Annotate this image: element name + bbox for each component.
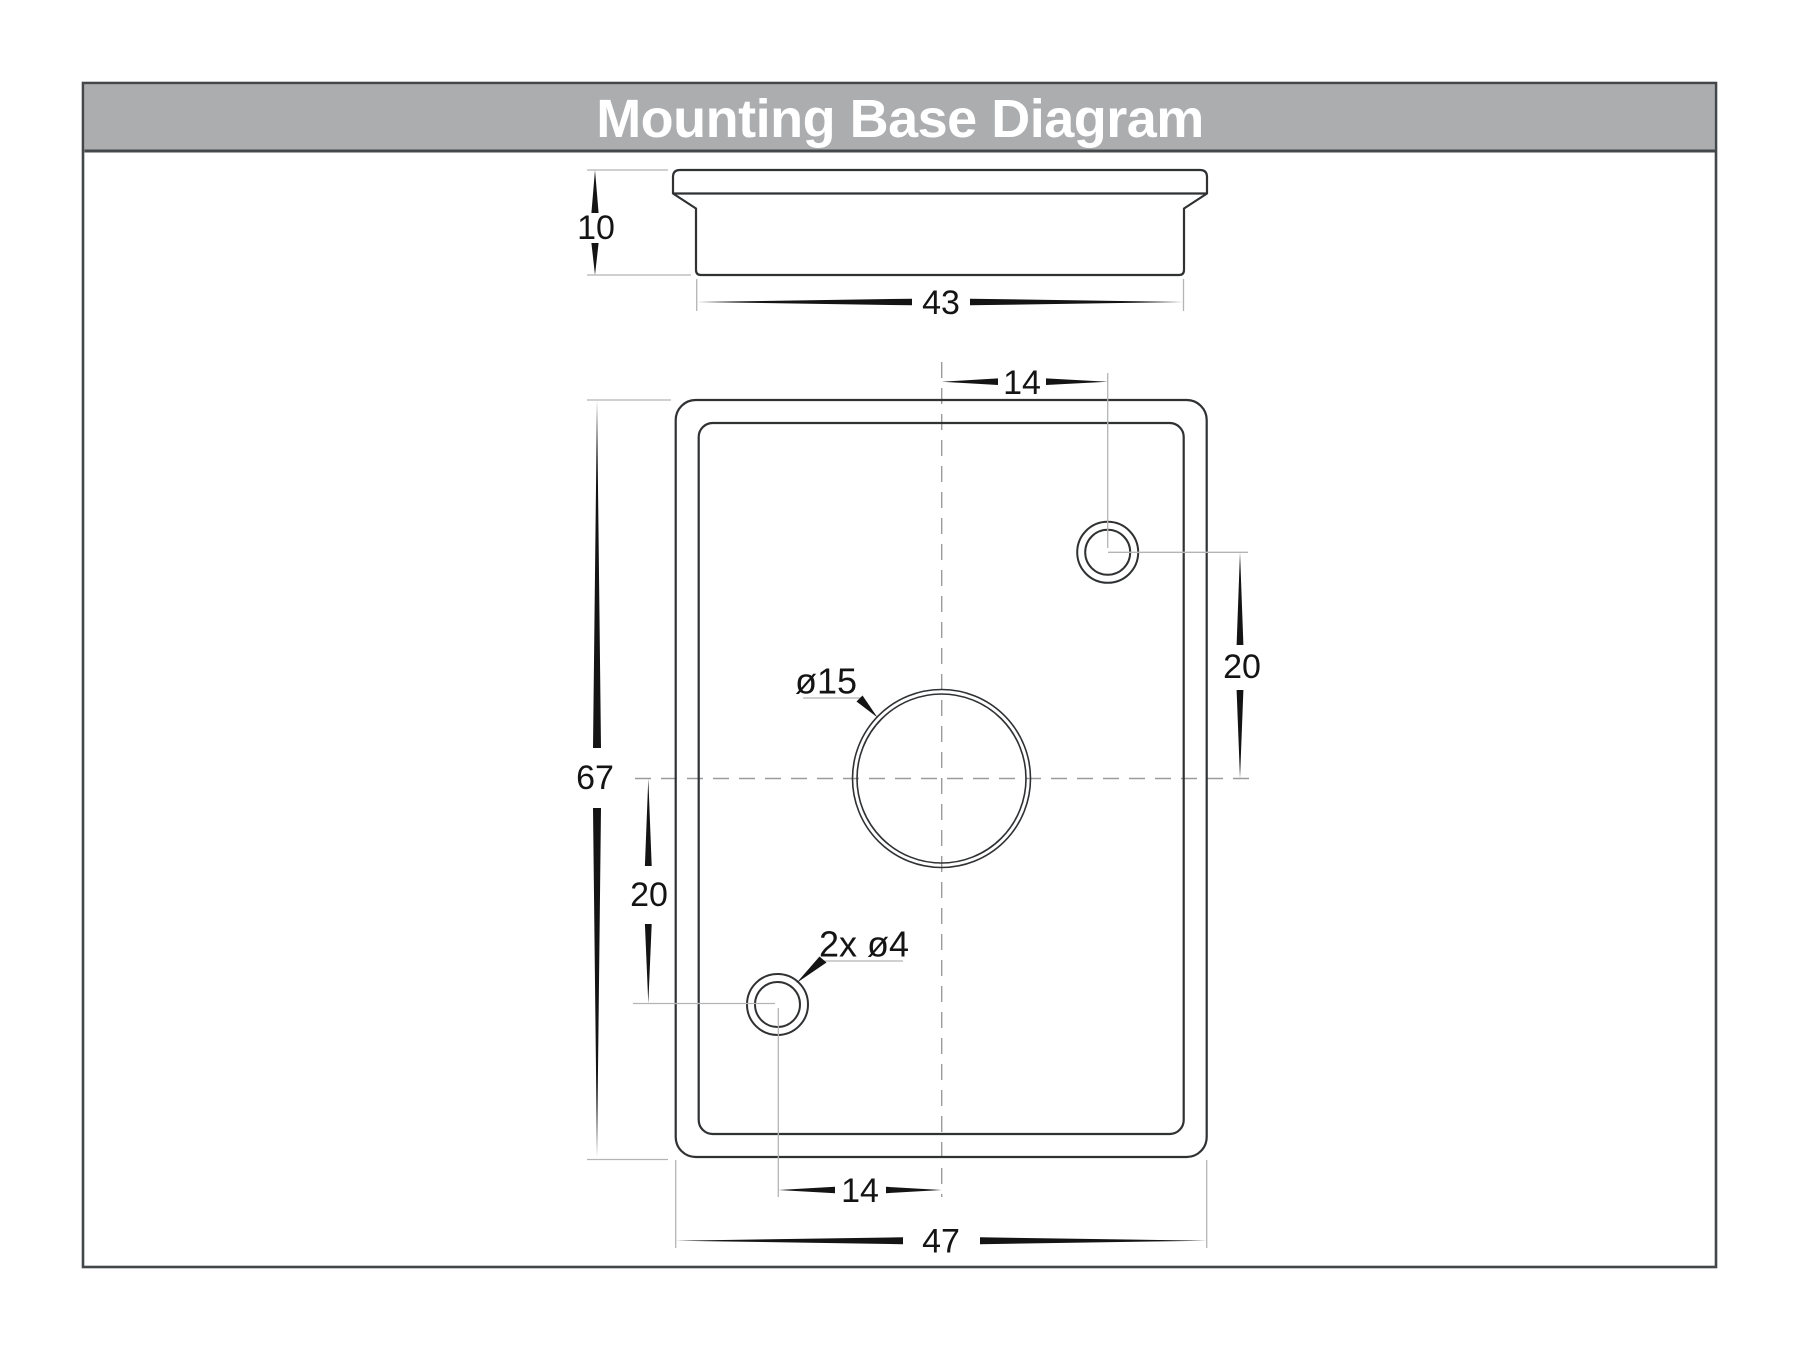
page-title: Mounting Base Diagram [596, 89, 1204, 149]
dim-arrow-left [697, 299, 912, 306]
dim-left-hole-offset: 20 [630, 876, 668, 914]
drawing-frame [83, 83, 1716, 1267]
dim-arrow-up [1237, 552, 1244, 645]
side-view-outline [673, 170, 1207, 275]
dim-arrow-left [778, 1187, 835, 1193]
dim-arrow-right [886, 1187, 942, 1193]
dim-arrow-up [645, 779, 652, 867]
dim-overall-height: 67 [576, 759, 614, 797]
dim-arrow-down [1237, 690, 1244, 779]
dim-arrow-down [593, 808, 601, 1157]
dim-arrow-down [645, 924, 652, 1004]
center-hole-label: ø15 [794, 660, 858, 702]
dim-arrow-right [970, 299, 1184, 306]
dim-top-offset: 14 [1003, 364, 1041, 402]
dim-side-height: 10 [577, 209, 615, 247]
screw-holes-label: 2x ø4 [818, 923, 910, 965]
screw-hole-bottom-left-inner [755, 982, 800, 1027]
dim-overall-width: 47 [922, 1222, 960, 1261]
screw-hole-bottom-left-outer [747, 974, 808, 1035]
dim-arrow-down [591, 243, 598, 275]
dim-arrow-left [942, 378, 998, 385]
dim-right-hole-offset: 20 [1223, 648, 1261, 686]
dim-arrow-up [591, 170, 598, 213]
dim-bottom-offset: 14 [841, 1172, 879, 1210]
dim-arrow-right [980, 1237, 1207, 1244]
dim-side-width: 43 [922, 284, 960, 322]
dim-arrow-up [593, 400, 601, 748]
dim-arrow-right [1046, 378, 1108, 385]
dim-arrow-left [676, 1237, 903, 1244]
leader-arrow [857, 696, 878, 718]
